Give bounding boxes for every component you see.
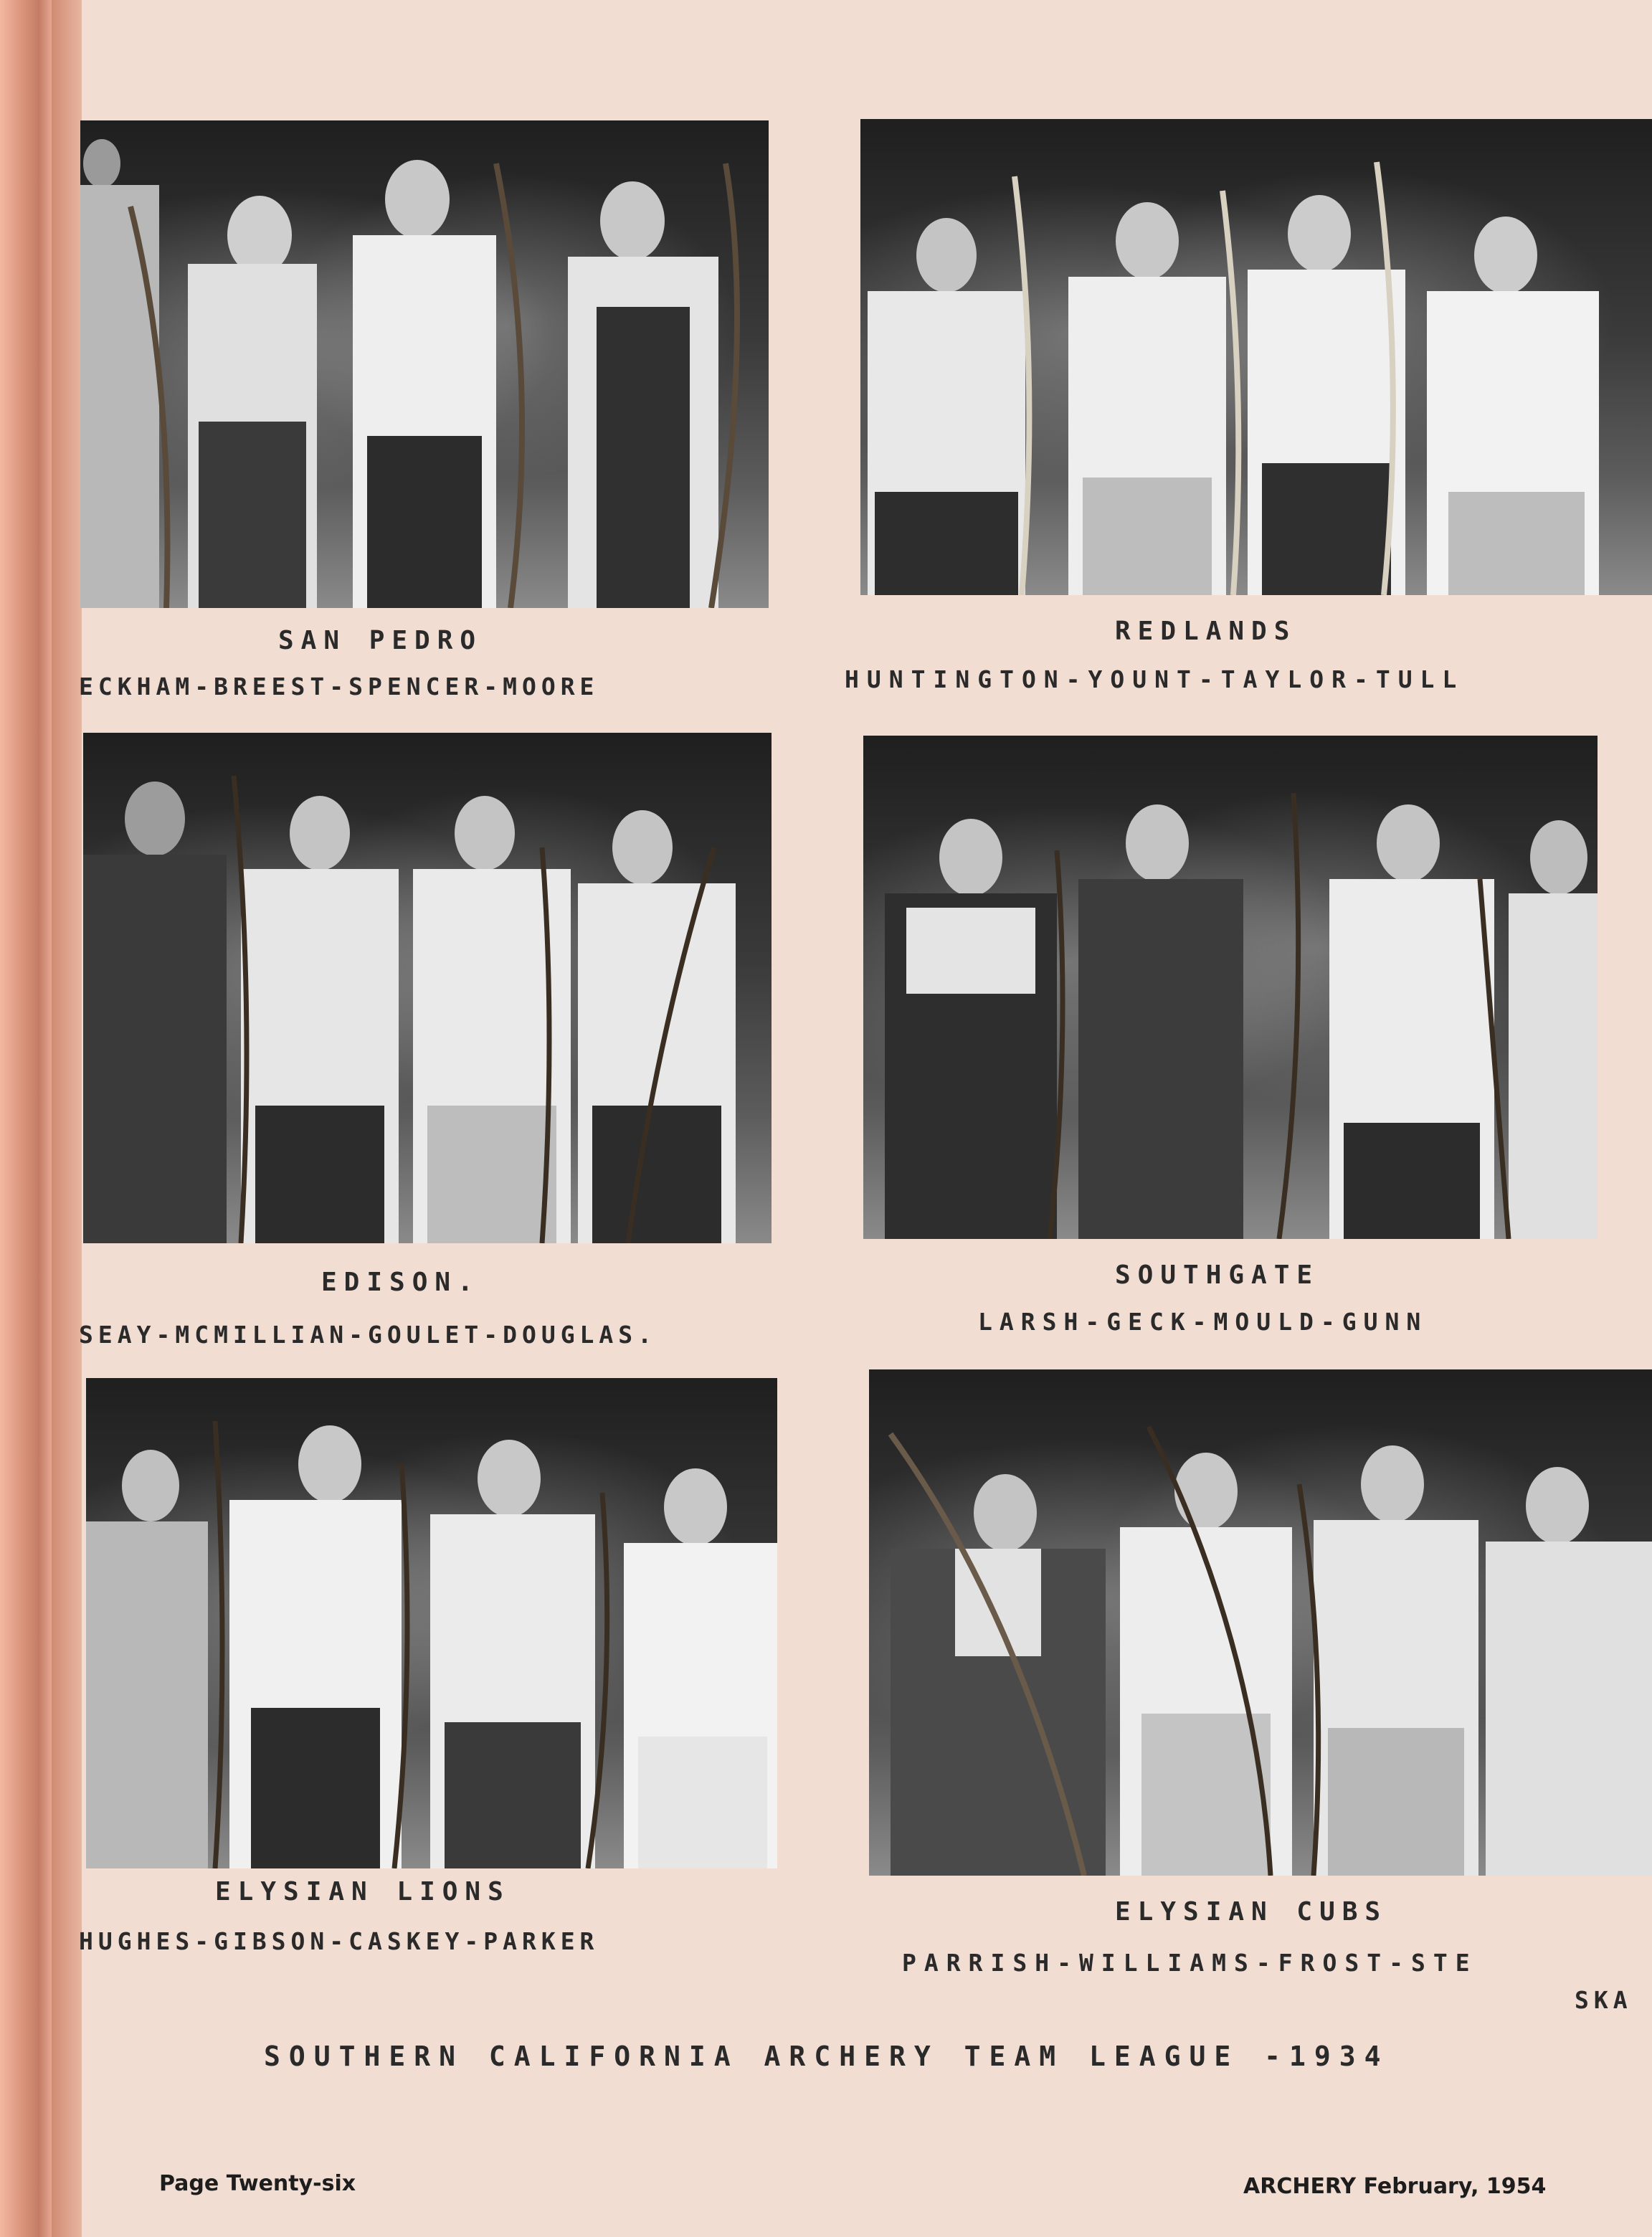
archers-illustration	[80, 120, 769, 608]
team-name-elysian-lions: ELYSIAN LIONS	[215, 1877, 511, 1906]
team-photo-elysian-lions	[86, 1378, 777, 1868]
team-members-edison: SEAY-MCMILLIAN-GOULET-DOUGLAS.	[79, 1321, 658, 1349]
book-binding	[0, 0, 52, 2237]
page-number: Page Twenty-six	[159, 2171, 356, 2196]
team-members-elysian-cubs: PARRISH-WILLIAMS-FROST-STE	[902, 1949, 1478, 1977]
team-name-southgate: SOUTHGATE	[1115, 1260, 1320, 1290]
team-members-elysian-lions: HUGHES-GIBSON-CASKEY-PARKER	[79, 1927, 599, 1955]
team-photo-southgate	[863, 736, 1598, 1239]
team-photo-edison	[83, 733, 772, 1243]
league-caption: SOUTHERN CALIFORNIA ARCHERY TEAM LEAGUE -1934	[264, 2041, 1390, 2072]
team-members-southgate: LARSH-GECK-MOULD-GUNN	[978, 1308, 1428, 1336]
archers-illustration	[83, 733, 772, 1243]
team-photo-redlands	[860, 119, 1652, 595]
publication-line: ARCHERY February, 1954	[1243, 2174, 1547, 2199]
team-name-elysian-cubs: ELYSIAN CUBS	[1115, 1897, 1388, 1927]
team-photo-elysian-cubs	[869, 1369, 1652, 1876]
archers-illustration	[86, 1378, 777, 1868]
archers-illustration	[863, 736, 1598, 1239]
archers-illustration	[869, 1369, 1652, 1876]
team-members-san-pedro: ECKHAM-BREEST-SPENCER-MOORE	[79, 673, 599, 700]
archers-illustration	[860, 119, 1652, 595]
team-name-edison: EDISON.	[321, 1268, 480, 1297]
team-members-elysian-cubs-continued: SKA	[1575, 1986, 1633, 2014]
team-name-san-pedro: SAN PEDRO	[278, 626, 483, 655]
team-members-redlands: HUNTINGTON-YOUNT-TAYLOR-TULL	[845, 665, 1465, 693]
team-name-redlands: REDLANDS	[1115, 617, 1297, 646]
team-photo-san-pedro	[80, 120, 769, 608]
